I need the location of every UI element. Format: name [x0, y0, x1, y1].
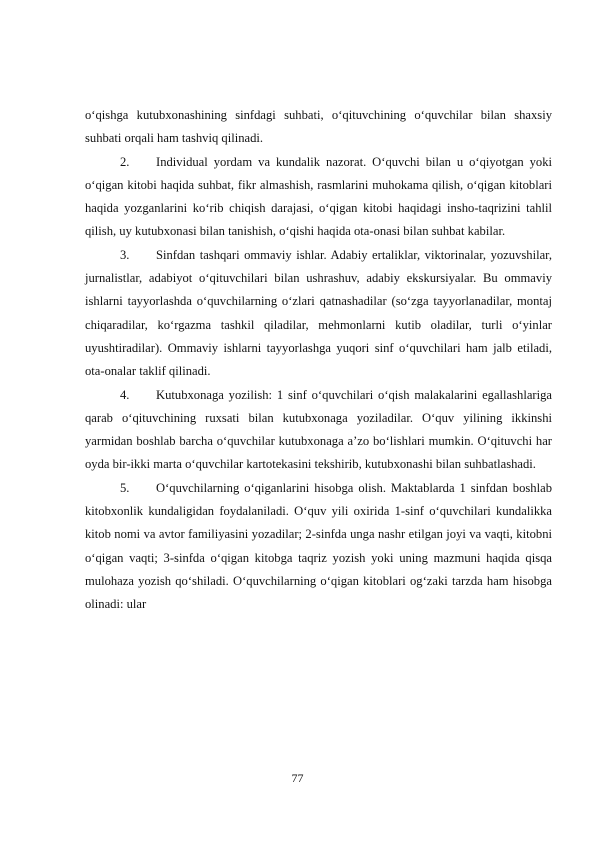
item-number: 4. — [120, 387, 130, 402]
item-text: O‘quvchilarning o‘qiganlarini hisobga olish. Maktablarda 1 sinfdan boshlab kitobxonlik kundaligidan foydalaniladi. O‘quv yili oxirida 1-sinf o‘quvchilari kundalikka kitob nomi va avtor familiyasini yozadilar; 2-sinfda unga nashr etilgan joyi va vaqti, kitobni o‘qigan vaqti; 3-sinfda o‘qigan kitobga taqriz yozish yoki uning mazmuni haqida qisqa mulohaza yozish qo‘shiladi. O‘quvchilarning o‘qigan kitoblari og‘zaki tarzda ham hisobga olinadi: ular — [85, 480, 552, 612]
item-text: Individual yordam va kundalik nazorat. O‘quvchi bilan u o‘qiyotgan yoki o‘qigan kitobi haqida suhbat, fikr almashish, rasmlarini muhokama qilish, o‘qigan kitoblari haqida yozganlarini ko‘rib chiqish darajasi, o‘qigan kitobi haqidagi insho-taqrizini tahlil qilish, uy kutubxonasi bilan tanishish, o‘qishi haqida ota-onasi bilan suhbat kabilar. — [85, 154, 552, 239]
list-item — [85, 151, 552, 244]
document-page — [85, 104, 552, 617]
item-number: 5. — [120, 480, 130, 495]
item-text: Sinfdan tashqari ommaviy ishlar. Adabiy ertaliklar, viktorinalar, yozuvshilar, jurnalistlar, adabiyot o‘qituvchilari bilan ushrashuv, adabiy ekskursiyalar. Bu ommaviy ishlarni tayyorlashda o‘quvchilarning o‘zlari qatnashadilar (so‘zga tayyorlanadilar, montaj chiqaradilar, ko‘rgazma tashkil qiladilar, mehmonlarni kutib oladilar, turli o‘yinlar uyushtiradilar). Ommaviy ishlarni tayyorlashga yuqori sinf o‘quvchilari ham jalb etiladi, ota-onalar taklif qilinadi. — [85, 247, 552, 379]
page-number: 77 — [291, 771, 304, 785]
item-text: Kutubxonaga yozilish: 1 sinf o‘quvchilari o‘qish malakalarini egallashlariga qarab o‘qituvchining ruxsati bilan kutubxonaga yoziladilar. O‘quv yilining ikkinshi yarmidan boshlab barcha o‘quvchilar kutubxonaga a’zo bo‘lishlari mumkin. O‘qituvchi har oyda bir-ikki marta o‘quvchilar kartotekasini tekshirib, kutubxonashi bilan suhbatlashadi. — [85, 387, 552, 472]
item-number: 3. — [120, 247, 130, 262]
item-number: 2. — [120, 154, 130, 169]
intro-paragraph: o‘qishga kutubxonashining sinfdagi suhbati, o‘qituvchining o‘quvchilar bilan shaxsiy suhbati orqali ham tashviq qilinadi. — [85, 108, 552, 146]
list-item — [85, 477, 552, 617]
list-item — [85, 244, 552, 384]
list-item — [85, 384, 552, 477]
